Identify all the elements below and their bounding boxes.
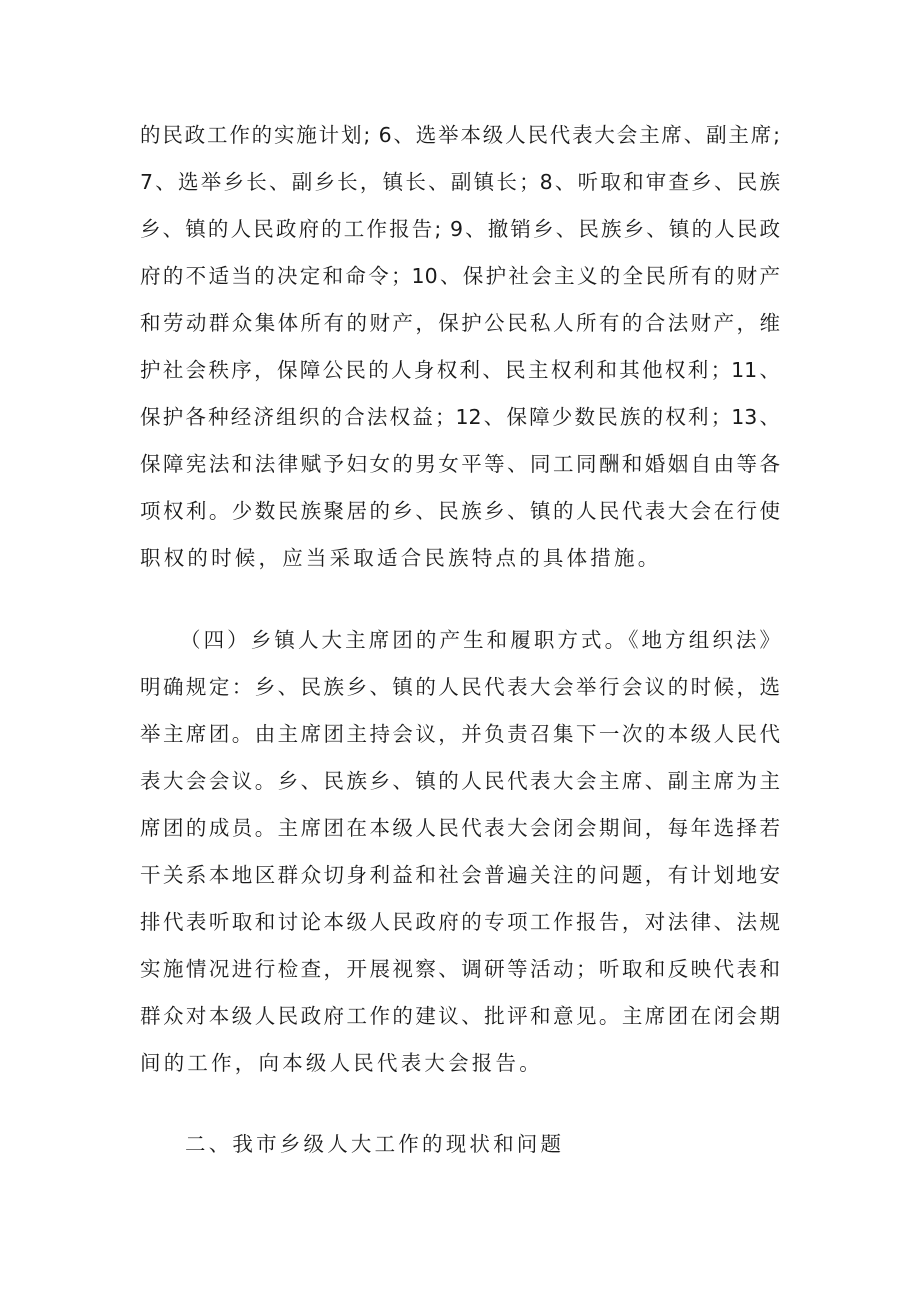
text-line: 7、选举乡长、副乡长，镇长、副镇长；8、听取和审查乡、民族	[140, 170, 780, 194]
text-line: 的民政工作的实施计划; 6、选举本级人民代表大会主席、副主席;	[140, 123, 780, 147]
text-line: 间的工作，向本级人民代表大会报告。	[140, 1051, 543, 1075]
text-line: 乡、镇的人民政府的工作报告; 9、撤销乡、民族乡、镇的人民政	[140, 217, 780, 241]
text-line: 群众对本级人民政府工作的建议、批评和意见。主席团在闭会期	[140, 1004, 780, 1028]
text-line: 府的不适当的决定和命令；10、保护社会主义的全民所有的财产	[140, 264, 780, 288]
text-line: 职权的时候，应当采取适合民族特点的具体措施。	[140, 546, 662, 570]
section-heading	[140, 1121, 780, 1168]
text-line: 保护各种经济组织的合法权益；12、保障少数民族的权利；13、	[140, 405, 780, 429]
text-line: 和劳动群众集体所有的财产，保护公民私人所有的合法财产，维	[140, 311, 780, 335]
text-line: 席团的成员。主席团在本级人民代表大会闭会期间，每年选择若	[140, 816, 780, 840]
text-line: 表大会会议。乡、民族乡、镇的人民代表大会主席、副主席为主	[140, 769, 780, 793]
text-line: 护社会秩序，保障公民的人身权利、民主权利和其他权利；11、	[140, 358, 780, 382]
text-line: 实施情况进行检查，开展视察、调研等活动；听取和反映代表和	[140, 957, 780, 981]
text-line: 保障宪法和法律赋予妇女的男女平等、同工同酬和婚姻自由等各	[140, 452, 780, 476]
text-line-indented: （四）乡镇人大主席团的产生和履职方式。《地方组织法》	[180, 628, 780, 652]
heading-text: 二、我市乡级人大工作的现状和问题	[185, 1132, 565, 1156]
text-line: 排代表听取和讨论本级人民政府的专项工作报告，对法律、法规	[140, 910, 780, 934]
text-line: 项权利。少数民族聚居的乡、民族乡、镇的人民代表大会在行使	[140, 499, 780, 523]
paragraph-presidium	[140, 617, 780, 1087]
text-line: 干关系本地区群众切身利益和社会普遍关注的问题，有计划地安	[140, 863, 780, 887]
paragraph-powers-continued	[140, 112, 780, 582]
text-line: 明确规定：乡、民族乡、镇的人民代表大会举行会议的时候，选	[140, 675, 780, 699]
text-line: 举主席团。由主席团主持会议，并负责召集下一次的本级人民代	[140, 722, 780, 746]
